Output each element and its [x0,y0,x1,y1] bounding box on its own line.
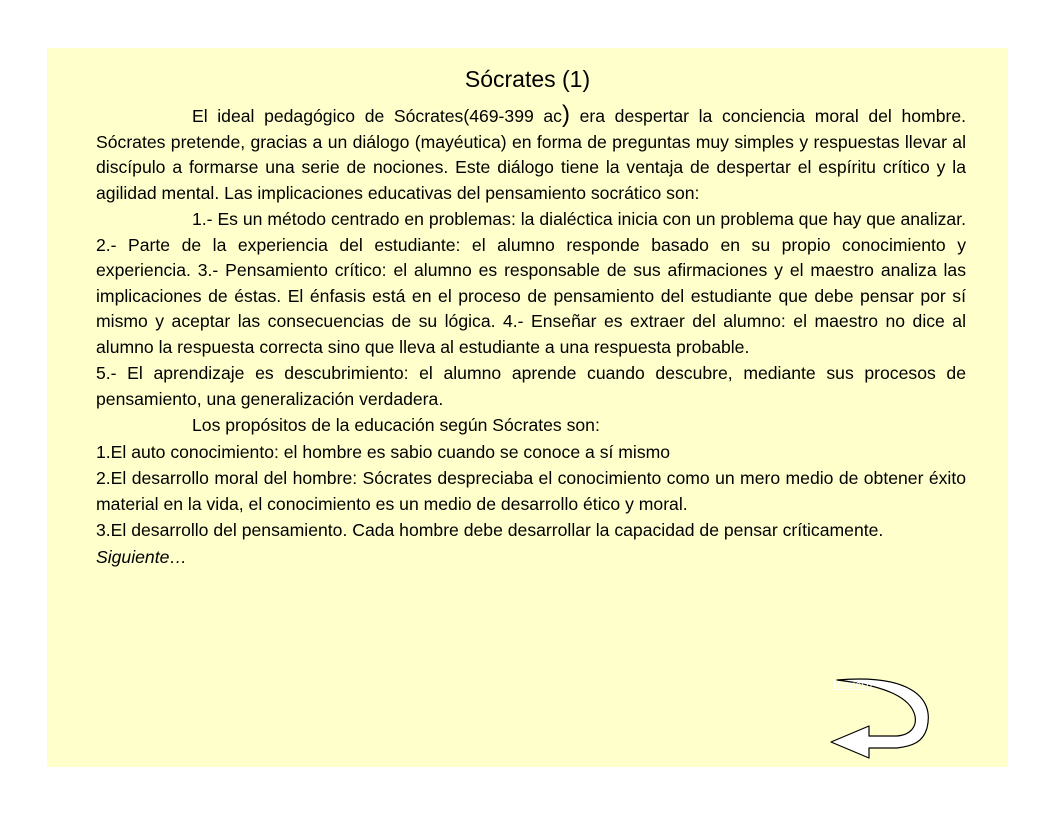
paragraph-point-5: 5.- El aprendizaje es descubrimiento: el alumno aprende cuando descubre, mediante sus procesos de pensamiento, una generalización verdadera. [96,363,966,409]
slide-title: Sócrates (1) [464,66,591,92]
paragraph-purpose-1: 1.El auto conocimiento: el hombre es sabio cuando se conoce a sí mismo [96,441,671,462]
slide-body [96,101,967,571]
siguiente-link[interactable]: Siguiente… [96,546,187,567]
paragraph-purposes-heading: Los propósitos de la educación según Sócrates son: [192,415,600,435]
paragraph-intro-part1: El ideal pedagógico de Sócrates(469-399 ac [192,106,562,126]
paragraph-purpose-3: 3.El desarrollo del pensamiento. Cada hombre debe desarrollar la capacidad de pensar críticamente. [96,520,884,540]
paragraph-purpose-2: 2.El desarrollo moral del hombre: Sócrates despreciaba el conocimiento como un mero medio de obtener éxito material en la vida, el conocimiento es un medio de desarrollo ético y moral. [96,468,966,514]
paragraph-intro [96,101,967,206]
paragraph-implications: 1.- Es un método centrado en problemas: la dialéctica inicia con un problema que hay que analizar. 2.- Parte de la experiencia del estudiante: el alumno responde basado en su propio conocimiento y experiencia. 3.- Pensamiento crítico: el alumno es responsable de sus afirmaciones y el maestro analiza las implicaciones de éstas. El énfasis está en el proceso de pensamiento del estudiante que debe pensar por sí mismo y aceptar las consecuencias de su lógica. 4.- Enseñar es extraer del alumno: el maestro no dice al alumno la respuesta correcta sino que lleva al estudiante a una respuesta probable. [96,209,966,357]
paragraph-intro-paren: ) [561,101,570,128]
siguiente-row [96,545,966,571]
regreso-link[interactable]: Regreso [833,680,873,691]
paragraph-intro-part2: era despertar la conciencia moral del hombre. Sócrates pretende, gracias a un diálogo (mayéutica) en forma de preguntas muy simples y respuestas llevar al discípulo a formarse una serie de nociones. Este diálogo tiene la ventaja de despertar el espíritu crítico y la agilidad mental. Las implicaciones educativas del pensamiento socrático son: [96,106,967,203]
slide [47,48,1008,767]
